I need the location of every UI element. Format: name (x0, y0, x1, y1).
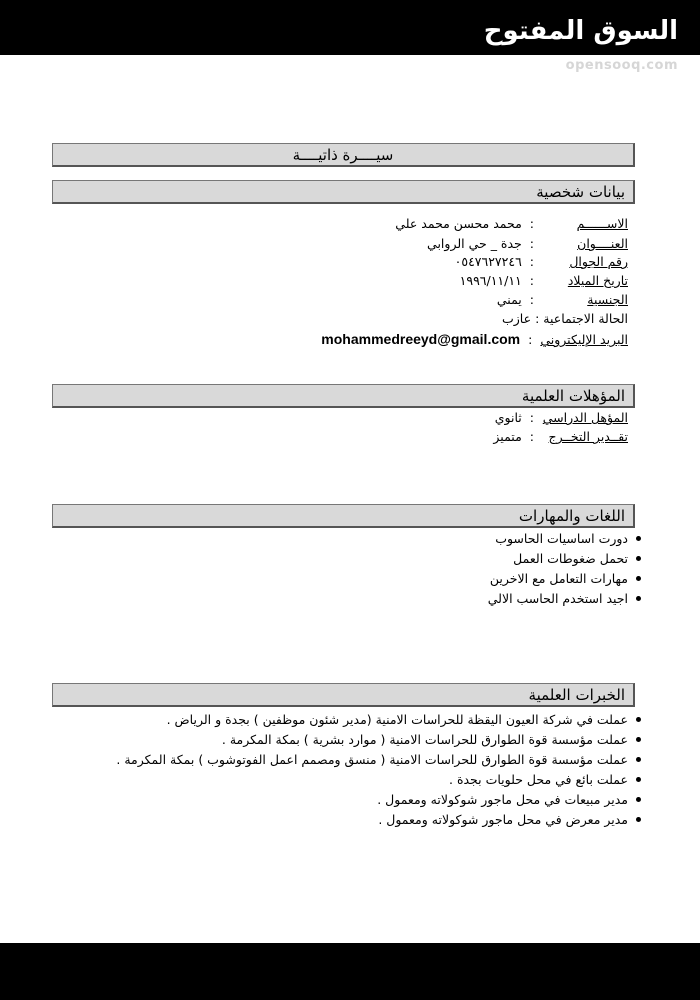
bullet-icon (636, 596, 641, 601)
personal-row-email (321, 331, 628, 348)
field-separator: : (528, 332, 533, 347)
personal-row-name (395, 216, 628, 232)
field-label: البريد الإليكتروني (540, 332, 628, 347)
section-skills (52, 504, 635, 528)
bottom-banner (0, 943, 700, 1000)
section-education-heading: المؤهلات العلمية (521, 387, 625, 405)
field-value: يمني (496, 292, 522, 307)
bullet-icon (636, 717, 641, 722)
field-separator: : (529, 273, 534, 288)
field-separator: : (529, 429, 534, 444)
field-value: متميز (493, 429, 522, 444)
brand-watermark: opensooq.com (565, 58, 678, 73)
list-item-text: مهارات التعامل مع الاخرين (489, 571, 628, 586)
section-experience (52, 683, 635, 707)
list-item-text: دورت اساسيات الحاسوب (495, 531, 628, 546)
list-item-text: تحمل ضغوطات العمل (513, 551, 628, 566)
bullet-icon (636, 536, 641, 541)
field-label: تاريخ الميلاد (567, 273, 628, 288)
field-separator: : (529, 254, 534, 269)
cv-title-bar (52, 143, 635, 167)
bullet-icon (636, 556, 641, 561)
field-value: محمد محسن محمد علي (395, 216, 522, 231)
personal-row-marital (502, 311, 628, 327)
section-personal-heading: بيانات شخصية (536, 183, 625, 201)
field-label: الجنسية (587, 292, 628, 307)
list-item-text: اجيد استخدم الحاسب الالي (487, 591, 628, 606)
personal-row-phone (455, 254, 628, 270)
field-separator: : (529, 410, 534, 425)
personal-row-address (427, 236, 628, 252)
bullet-icon (636, 797, 641, 802)
field-label: رقم الجوال (569, 254, 628, 269)
field-value: عازب (501, 311, 532, 326)
field-separator: : (529, 236, 534, 251)
list-item-text: عملت في شركة العيون اليقظة للحراسات الامنية (مدير شئون موظفين ) بجدة و الرياض . (166, 712, 628, 727)
brand-logo: السوق المفتوح (483, 16, 678, 46)
field-value: ١٩٩٦/١١/١١ (459, 273, 522, 288)
bullet-icon (636, 737, 641, 742)
section-skills-heading: اللغات والمهارات (518, 507, 625, 525)
list-item (116, 770, 628, 790)
cv-title: سيــــرة ذاتيــــة (292, 146, 394, 164)
list-item (488, 589, 628, 609)
section-education (52, 384, 635, 408)
list-item-text: عملت مؤسسة قوة الطوارق للحراسات الامنية ( موارد بشرية ) بمكة المكرمة . (221, 732, 628, 747)
list-item (488, 529, 628, 549)
list-item (116, 810, 628, 830)
bullet-icon (636, 576, 641, 581)
field-label: الاســــــم (576, 216, 628, 231)
list-item (116, 710, 628, 730)
list-item-text: مدير معرض في محل ماجور شوكولاته ومعمول . (378, 812, 628, 827)
field-value: جدة _ حي الروابي (427, 236, 522, 251)
top-banner (0, 0, 700, 55)
field-separator: : (529, 292, 534, 307)
list-item (116, 790, 628, 810)
bullet-icon (636, 817, 641, 822)
list-item-text: عملت بائع في محل حلويات بجدة . (449, 772, 628, 787)
section-experience-heading: الخبرات العلمية (528, 686, 625, 704)
list-item (488, 569, 628, 589)
field-label: تقــدير التخــرج (548, 429, 628, 444)
field-value: ثانوي (494, 410, 522, 425)
personal-row-nationality (497, 292, 628, 308)
education-row-degree (495, 410, 628, 426)
list-item-text: مدير مبيعات في محل ماجور شوكولاته ومعمول . (377, 792, 628, 807)
list-item-text: عملت مؤسسة قوة الطوارق للحراسات الامنية ( منسق ومصمم اعمل الفوتوشوب ) بمكة المكرمة . (116, 752, 628, 767)
experience-list (116, 710, 628, 830)
field-label: المؤهل الدراسي (542, 410, 628, 425)
list-item (116, 730, 628, 750)
list-item (488, 549, 628, 569)
field-value: ٠٥٤٧٦٢٧٢٤٦ (454, 254, 522, 269)
field-label: العنــــوان (577, 236, 628, 251)
bullet-icon (636, 757, 641, 762)
section-personal (52, 180, 635, 204)
field-label: الحالة الاجتماعية (543, 311, 628, 326)
bullet-icon (636, 777, 641, 782)
education-row-grade (493, 429, 628, 445)
skills-list (488, 529, 628, 609)
list-item (116, 750, 628, 770)
field-separator: : (535, 311, 540, 326)
field-separator: : (529, 216, 534, 231)
email-value: mohammedreeyd@gmail.com (321, 331, 521, 347)
personal-row-birthdate (460, 273, 628, 289)
